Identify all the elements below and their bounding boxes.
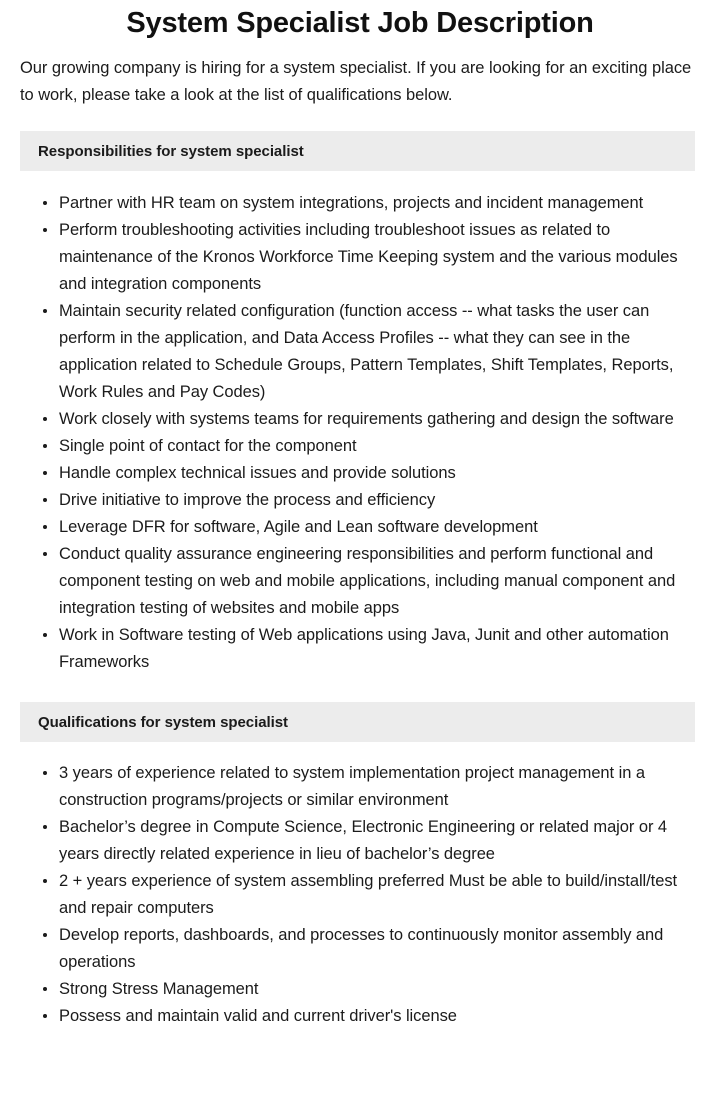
section-heading-label: Qualifications for system specialist — [38, 713, 288, 731]
section-heading-label: Responsibilities for system specialist — [38, 142, 304, 160]
list-item: Possess and maintain valid and current driver's license — [43, 1003, 700, 1030]
list-item: Work closely with systems teams for requirements gathering and design the software — [43, 406, 700, 433]
list-item: 3 years of experience related to system implementation project management in a construction programs/projects or similar environment — [43, 760, 700, 814]
list-item: Single point of contact for the component — [43, 433, 700, 460]
list-item: Maintain security related configuration (function access -- what tasks the user can perform in the application, and Data Access Profiles -- what they can see in the application related to Schedule Groups, Pattern Templates, Shift Templates, Reports, Work Rules and Pay Codes) — [43, 298, 700, 406]
intro-paragraph: Our growing company is hiring for a system specialist. If you are looking for an exciting place to work, please take a look at the list of qualifications below. — [20, 59, 692, 104]
qualifications-list — [0, 742, 720, 1030]
section-header-responsibilities — [20, 131, 695, 171]
list-item: Perform troubleshooting activities including troubleshoot issues as related to maintenance of the Kronos Workforce Time Keeping system and the various modules and integration components — [43, 217, 700, 298]
section-header-qualifications — [20, 702, 695, 742]
list-item: Bachelor’s degree in Compute Science, Electronic Engineering or related major or 4 years directly related experience in lieu of bachelor’s degree — [43, 814, 700, 868]
list-item: Develop reports, dashboards, and processes to continuously monitor assembly and operations — [43, 922, 700, 976]
page-title: System Specialist Job Description — [126, 7, 594, 39]
responsibilities-list — [0, 171, 720, 676]
list-item: Strong Stress Management — [43, 976, 700, 1003]
list-item: Drive initiative to improve the process and efficiency — [43, 487, 700, 514]
list-item: 2 + years experience of system assembling preferred Must be able to build/install/test and repair computers — [43, 868, 700, 922]
list-item: Conduct quality assurance engineering responsibilities and perform functional and component testing on web and mobile applications, including manual component and integration testing of websites and mobile apps — [43, 541, 700, 622]
section-responsibilities — [0, 131, 720, 676]
list-item: Handle complex technical issues and provide solutions — [43, 460, 700, 487]
list-item: Leverage DFR for software, Agile and Lean software development — [43, 514, 700, 541]
list-item: Partner with HR team on system integrations, projects and incident management — [43, 190, 700, 217]
section-qualifications — [0, 702, 720, 1030]
list-item: Work in Software testing of Web applications using Java, Junit and other automation Frameworks — [43, 622, 700, 676]
